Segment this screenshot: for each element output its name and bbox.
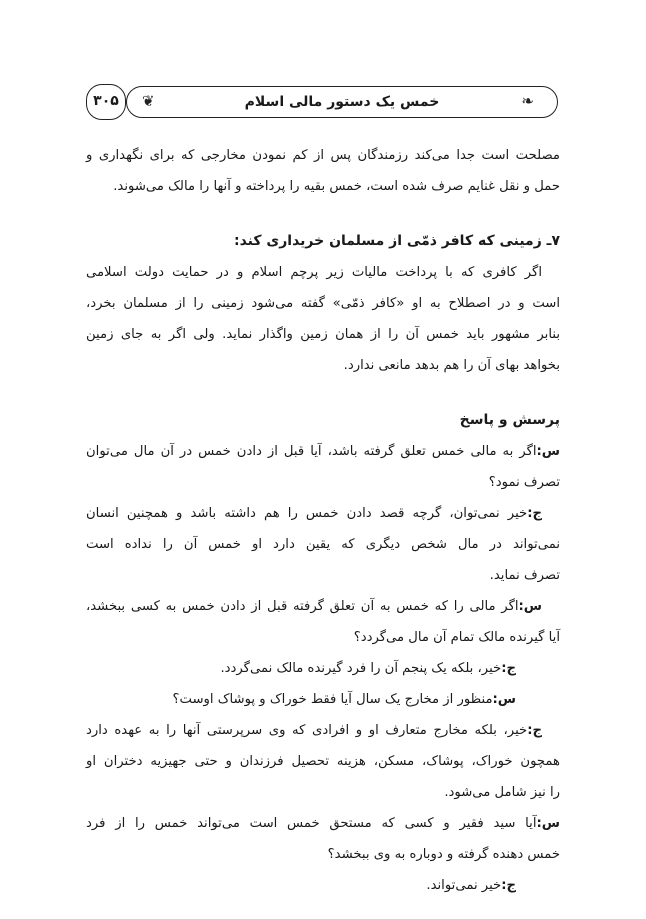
qa-line [86, 715, 560, 746]
qa-line [86, 436, 560, 467]
qa-label: ج: [527, 723, 542, 738]
page-body [86, 140, 560, 901]
qa-text: خیر نمی‌توان، گرچه قصد دادن خمس را هم داشته باشد و همچنین انسان [86, 506, 528, 521]
page-header [86, 84, 560, 122]
paragraph-line: مصلحت است جدا می‌کند رزمندگان پس از کم نمودن مخارجی که برای نگهداری و [86, 148, 560, 163]
qa-label: س: [492, 692, 516, 707]
qa-text: خیر، بلکه مخارج متعارف او و افرادی که وی سرپرستی آنها را به عهده دارد [86, 723, 528, 738]
qa-text: آیا سید فقیر و کسی که مستحق خمس است می‌تواند خمس را از فرد [86, 816, 537, 831]
qa-label: س: [518, 599, 542, 614]
paragraph-line: حمل و نقل غنایم صرف شده است، خمس بقیه را پرداخته و آنها را مالک می‌شوند. [113, 179, 560, 194]
paragraph-line: است و در اصطلاح به او «کافر ذمّی» گفته می‌شود زمینی را از مسلمان بخرد، [86, 296, 560, 311]
qa-line: تصرف نمود؟ [488, 475, 560, 490]
paragraph-line: بخواهد بهای آن را هم بدهد مانعی ندارد. [343, 358, 560, 373]
qa-line [86, 653, 560, 684]
qa-line [86, 498, 560, 529]
qa-label: ج: [527, 506, 542, 521]
qa-label: ج: [501, 878, 516, 893]
qa-text: خیر نمی‌تواند. [426, 878, 502, 893]
qa-line: تصرف نماید. [489, 568, 560, 583]
qa-label: س: [536, 816, 560, 831]
qa-line: آیا گیرنده مالک تمام آن مال می‌گردد؟ [353, 630, 560, 645]
qa-line [86, 870, 560, 901]
qa-line [86, 684, 560, 715]
qa-line: نمی‌تواند در مال شخص دیگری که یقین دارد او خمس آن را نداده است [86, 537, 560, 552]
qa-heading: پرسش و پاسخ [459, 412, 560, 428]
section-heading: ۷ـ زمینی که کافر ذمّی از مسلمان خریداری کند: [233, 233, 560, 249]
qa-text: خیر، بلکه یک پنجم آن را فرد گیرنده مالک نمی‌گردد. [220, 661, 502, 676]
qa-line: را نیز شامل می‌شود. [444, 785, 560, 800]
qa-text: اگر مالی را که خمس به آن تعلق گرفته قبل از دادن خمس به کسی ببخشد، [86, 599, 519, 614]
qa-line: خمس دهنده گرفته و دوباره به وی ببخشد؟ [327, 847, 560, 862]
running-title: خمس یک دستور مالی اسلام [244, 94, 440, 110]
paragraph-line: بنابر مشهور باید خمس آن را از همان زمین واگذار نماید. ولی اگر به جای زمین [86, 327, 560, 342]
page-number: ۳۰۵ [86, 84, 126, 120]
ornament-right-icon: ❧ [521, 92, 534, 110]
qa-line: همچون خوراک، پوشاک، مسکن، هزینه تحصیل فرزندان و حتی جهیزیه دختران او [86, 754, 560, 769]
qa-text: منظور از مخارج یک سال آیا فقط خوراک و پوشاک اوست؟ [172, 692, 493, 707]
qa-label: ج: [501, 661, 516, 676]
qa-line [86, 808, 560, 839]
qa-label: س: [536, 444, 560, 459]
ornament-left-icon: ❦ [142, 92, 155, 110]
qa-line [86, 591, 560, 622]
paragraph-line: اگر کافری که با پرداخت مالیات زیر پرچم اسلام و در حمایت دولت اسلامی [86, 265, 542, 280]
qa-text: اگر به مالی خمس تعلق گرفته باشد، آیا قبل از دادن خمس در آن مال می‌توان [86, 444, 537, 459]
